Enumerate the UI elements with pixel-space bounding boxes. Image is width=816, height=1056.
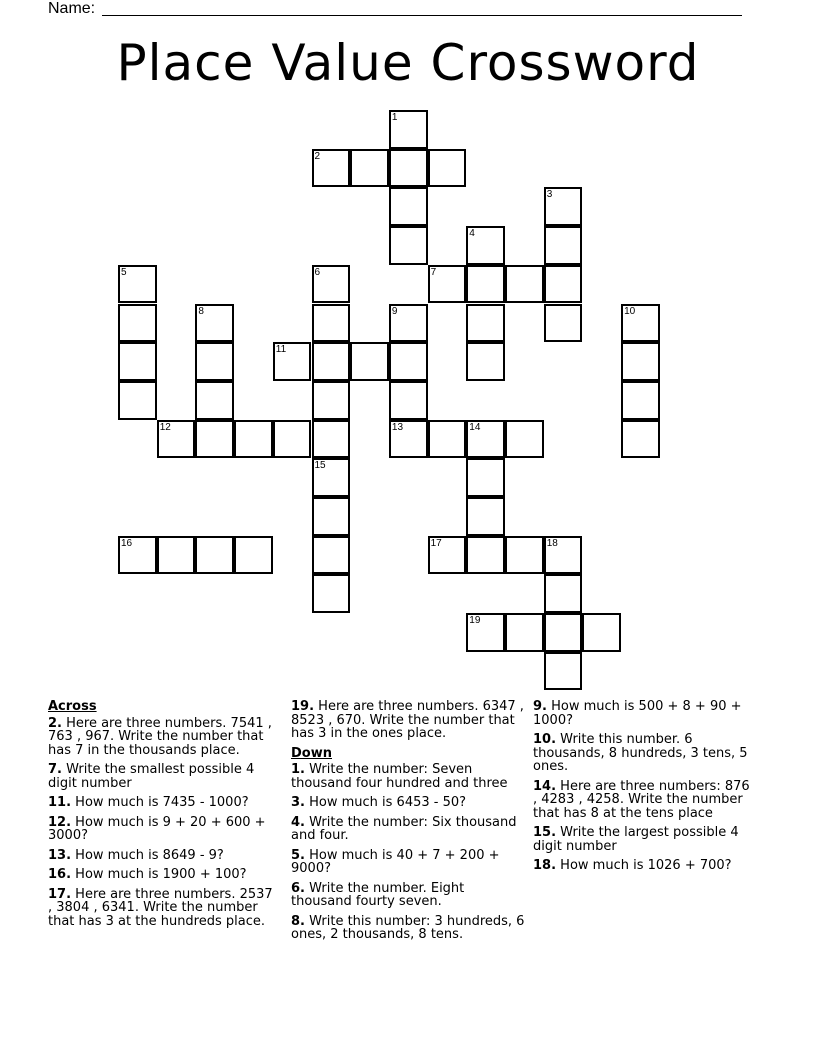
name-label: Name: — [48, 0, 96, 17]
grid-cell[interactable] — [312, 574, 351, 613]
down-clue — [533, 733, 755, 774]
clues-column-2 — [291, 700, 527, 948]
grid-cell[interactable] — [389, 381, 428, 420]
grid-cell[interactable] — [157, 420, 196, 459]
cell-number: 15 — [314, 460, 326, 472]
grid-cell[interactable] — [428, 149, 467, 188]
clue-number: 1. — [291, 762, 305, 777]
grid-cell[interactable] — [389, 187, 428, 226]
clue-text: Here are three numbers: 876 , 4283 , 4258. Write the number that has 8 at the tens place — [533, 778, 750, 821]
clue-number: 12. — [48, 814, 72, 830]
grid-cell[interactable] — [389, 110, 428, 149]
across-clue — [48, 717, 280, 758]
grid-cell[interactable] — [312, 458, 351, 497]
grid-cell[interactable] — [118, 381, 157, 420]
grid-cell[interactable] — [389, 420, 428, 459]
grid-cell[interactable] — [312, 304, 351, 343]
cell-number: 7 — [430, 266, 437, 278]
clue-number: 2. — [48, 715, 62, 731]
cell-number: 14 — [469, 421, 481, 433]
clue-text: Here are three numbers. 7541 , 763 , 967. Write the number that has 7 in the thousands place. — [48, 715, 272, 758]
grid-cell[interactable] — [466, 536, 505, 575]
page-title: Place Value Crossword — [116, 34, 700, 92]
cell-number: 18 — [546, 537, 558, 549]
clue-text: Write the largest possible 4 digit number — [533, 825, 739, 854]
clue-text: How much is 500 + 8 + 90 + 1000? — [533, 699, 742, 728]
grid-cell[interactable] — [118, 265, 157, 304]
down-clue — [533, 826, 755, 853]
clue-text: How much is 40 + 7 + 200 + 9000? — [291, 847, 500, 876]
cell-number: 6 — [314, 266, 321, 278]
clue-number: 17. — [48, 886, 72, 902]
grid-cell[interactable] — [505, 265, 544, 304]
grid-cell[interactable] — [195, 536, 234, 575]
cell-number: 5 — [121, 266, 127, 278]
clue-number: 15. — [533, 825, 557, 840]
clue-text: Write the number: Six thousand and four. — [291, 814, 517, 843]
grid-cell[interactable] — [621, 381, 660, 420]
clue-number: 13. — [48, 847, 72, 863]
cell-number: 11 — [275, 344, 287, 356]
grid-cell[interactable] — [273, 342, 312, 381]
grid-cell[interactable] — [466, 342, 505, 381]
grid-cell[interactable] — [466, 497, 505, 536]
grid-cell[interactable] — [544, 265, 583, 304]
down-heading: Down — [291, 745, 332, 761]
grid-cell[interactable] — [428, 265, 467, 304]
grid-cell[interactable] — [312, 149, 351, 188]
clue-number: 14. — [533, 778, 557, 794]
clue-number: 18. — [533, 858, 557, 873]
grid-cell[interactable] — [544, 536, 583, 575]
clue-number: 16. — [48, 867, 72, 882]
cell-number: 13 — [391, 421, 404, 433]
clue-number: 19. — [291, 699, 315, 714]
grid-cell[interactable] — [312, 342, 351, 381]
grid-cell[interactable] — [621, 304, 660, 343]
grid-cell[interactable] — [505, 536, 544, 575]
grid-cell[interactable] — [312, 536, 351, 575]
across-clue — [48, 849, 280, 863]
clue-text: How much is 8649 - 9? — [75, 847, 224, 863]
grid-cell[interactable] — [466, 613, 505, 652]
clue-text: Write this number. 6 thousands, 8 hundreds, 3 tens, 5 ones. — [533, 732, 748, 774]
grid-cell[interactable] — [118, 342, 157, 381]
grid-cell[interactable] — [350, 342, 389, 381]
clue-number: 10. — [533, 732, 557, 747]
down-clue — [291, 882, 527, 909]
across-clue — [48, 763, 280, 790]
down-clue — [533, 780, 755, 821]
grid-cell[interactable] — [157, 536, 196, 575]
grid-cell[interactable] — [195, 304, 234, 343]
grid-cell[interactable] — [466, 420, 505, 459]
clue-number: 8. — [291, 913, 305, 929]
grid-cell[interactable] — [389, 304, 428, 343]
clue-text: Write the number: Seven thousand four hundred and three — [291, 762, 508, 791]
clue-number: 5. — [291, 847, 305, 863]
cell-number: 2 — [314, 150, 321, 162]
clue-number: 9. — [533, 699, 547, 714]
cell-number: 19 — [469, 615, 481, 627]
cell-number: 8 — [198, 305, 204, 317]
clue-text: How much is 6453 - 50? — [309, 795, 467, 810]
down-clue — [291, 796, 527, 810]
clue-number: 6. — [291, 880, 305, 896]
clue-text: Write the number. Eight thousand fourty seven. — [291, 880, 465, 909]
clue-text: Here are three numbers. 6347 , 8523 , 670. Write the number that has 3 in the ones place. — [291, 699, 524, 741]
across-clue — [48, 816, 280, 843]
grid-cell[interactable] — [312, 265, 351, 304]
grid-cell[interactable] — [389, 226, 428, 265]
clue-text: How much is 1026 + 700? — [560, 858, 732, 873]
clue-number: 3. — [291, 795, 305, 810]
down-clue — [291, 915, 527, 942]
cell-number: 17 — [430, 537, 442, 549]
grid-cell[interactable] — [621, 420, 660, 459]
grid-cell[interactable] — [428, 420, 467, 459]
grid-cell[interactable] — [195, 342, 234, 381]
grid-cell[interactable] — [544, 574, 583, 613]
down-clue — [291, 763, 527, 790]
clues-column-1 — [48, 700, 280, 934]
grid-cell[interactable] — [505, 420, 544, 459]
cell-number: 3 — [546, 189, 553, 201]
grid-cell[interactable] — [118, 536, 157, 575]
down-clue — [291, 816, 527, 843]
grid-cell[interactable] — [312, 381, 351, 420]
grid-cell[interactable] — [466, 226, 505, 265]
across-heading: Across — [48, 699, 97, 714]
down-clue — [533, 859, 755, 873]
across-clue — [48, 796, 280, 810]
grid-cell[interactable] — [428, 536, 467, 575]
cell-number: 12 — [159, 421, 171, 433]
cell-number: 16 — [121, 537, 133, 549]
grid-cell[interactable] — [195, 420, 234, 459]
grid-cell[interactable] — [582, 613, 621, 652]
grid-cell[interactable] — [544, 652, 583, 691]
grid-cell[interactable] — [389, 149, 428, 188]
grid-cell[interactable] — [195, 381, 234, 420]
grid-cell[interactable] — [350, 149, 389, 188]
cell-number: 9 — [391, 305, 398, 317]
grid-cell[interactable] — [466, 304, 505, 343]
clue-text: Write the smallest possible 4 digit number — [48, 762, 255, 791]
grid-cell[interactable] — [505, 613, 544, 652]
clue-text: How much is 9 + 20 + 600 + 3000? — [48, 814, 266, 843]
grid-cell[interactable] — [544, 187, 583, 226]
clues-column-3 — [533, 700, 755, 879]
clue-text: Write this number: 3 hundreds, 6 ones, 2 thousands, 8 tens. — [291, 913, 525, 942]
grid-cell[interactable] — [312, 420, 351, 459]
clue-number: 7. — [48, 762, 62, 777]
grid-cell[interactable] — [466, 265, 505, 304]
across-clue — [48, 868, 280, 882]
down-clue — [291, 849, 527, 876]
clue-text: Here are three numbers. 2537 , 3804 , 6341. Write the number that has 3 at the hundreds place. — [48, 886, 273, 929]
grid-cell[interactable] — [544, 226, 583, 265]
clue-number: 4. — [291, 814, 305, 830]
grid-cell[interactable] — [234, 420, 273, 459]
grid-cell[interactable] — [312, 497, 351, 536]
down-clue — [533, 700, 755, 727]
across-clue — [291, 700, 527, 741]
grid-cell[interactable] — [273, 420, 312, 459]
cell-number: 4 — [469, 228, 475, 240]
cell-number: 1 — [391, 112, 398, 123]
grid-cell[interactable] — [118, 304, 157, 343]
grid-cell[interactable] — [234, 536, 273, 575]
across-clue — [48, 888, 280, 929]
grid-cell[interactable] — [544, 613, 583, 652]
clue-text: How much is 7435 - 1000? — [75, 795, 249, 810]
grid-cell[interactable] — [544, 304, 583, 343]
clue-text: How much is 1900 + 100? — [75, 867, 247, 882]
cell-number: 10 — [624, 305, 636, 317]
grid-cell[interactable] — [466, 458, 505, 497]
clue-number: 11. — [48, 795, 72, 810]
grid-cell[interactable] — [621, 342, 660, 381]
grid-cell[interactable] — [389, 342, 428, 381]
